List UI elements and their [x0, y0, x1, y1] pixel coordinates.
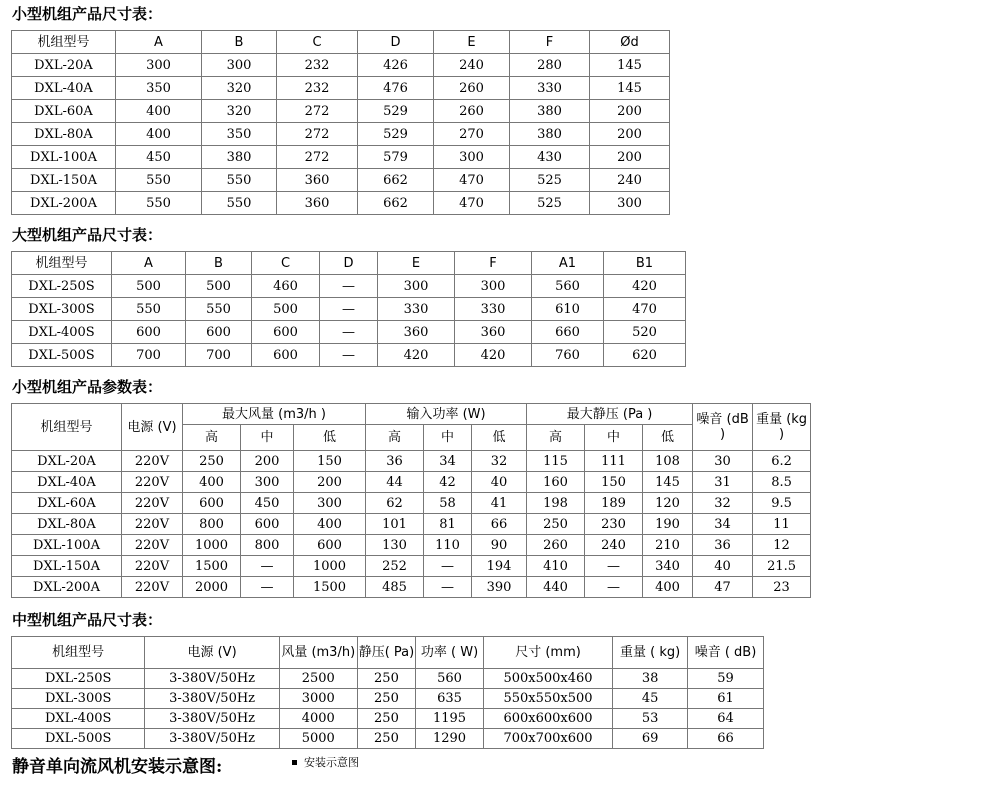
- value-cell: 1000: [183, 535, 241, 556]
- value-cell: 500: [112, 275, 186, 298]
- value-cell: 525: [510, 169, 590, 192]
- value-cell: 145: [643, 472, 693, 493]
- column-header: 重量 ( kg): [613, 637, 688, 669]
- value-cell: 700x700x600: [483, 729, 612, 749]
- value-cell: 6.2: [753, 451, 811, 472]
- table-row: [12, 123, 670, 146]
- value-cell: 800: [183, 514, 241, 535]
- table-row: [12, 298, 686, 321]
- value-cell: 3-380V/50Hz: [145, 669, 279, 689]
- medium-size-table-heading: 中型机组产品尺寸表：: [12, 611, 163, 629]
- column-header: A: [112, 252, 186, 275]
- value-cell: 300: [116, 54, 202, 77]
- header-weight: 重量 (kg ): [753, 404, 811, 451]
- table-row: [12, 275, 686, 298]
- value-cell: —: [241, 556, 294, 577]
- value-cell: 390: [472, 577, 527, 598]
- value-cell: 240: [585, 535, 643, 556]
- value-cell: 470: [434, 192, 510, 215]
- install-diagram-heading: 静音单向流风机安装示意图:: [12, 757, 223, 777]
- model-cell: DXL-400S: [12, 709, 145, 729]
- value-cell: 198: [527, 493, 585, 514]
- value-cell: 430: [510, 146, 590, 169]
- value-cell: 330: [378, 298, 455, 321]
- install-diagram-image-placeholder: [292, 754, 359, 770]
- value-cell: 525: [510, 192, 590, 215]
- model-cell: DXL-60A: [12, 100, 116, 123]
- column-header: F: [510, 31, 590, 54]
- value-cell: 90: [472, 535, 527, 556]
- value-cell: 250: [357, 689, 415, 709]
- column-header: A1: [532, 252, 604, 275]
- table-row: [12, 192, 670, 215]
- model-cell: DXL-80A: [12, 514, 122, 535]
- value-cell: 189: [585, 493, 643, 514]
- model-cell: DXL-250S: [12, 275, 112, 298]
- value-cell: 260: [434, 77, 510, 100]
- header-airflow-high: 高: [183, 425, 241, 451]
- value-cell: 600: [252, 321, 320, 344]
- column-header: 电源 (V): [145, 637, 279, 669]
- value-cell: 330: [455, 298, 532, 321]
- column-header: D: [358, 31, 434, 54]
- value-cell: 350: [202, 123, 277, 146]
- table-row: [12, 344, 686, 367]
- value-cell: 600x600x600: [483, 709, 612, 729]
- value-cell: 42: [424, 472, 472, 493]
- value-cell: 32: [472, 451, 527, 472]
- value-cell: 272: [277, 100, 358, 123]
- value-cell: 62: [366, 493, 424, 514]
- value-cell: 600: [294, 535, 366, 556]
- value-cell: 560: [416, 669, 484, 689]
- value-cell: 150: [585, 472, 643, 493]
- table-row: [12, 54, 670, 77]
- value-cell: 360: [455, 321, 532, 344]
- value-cell: 500: [186, 275, 252, 298]
- table-row: [12, 729, 764, 749]
- value-cell: 36: [366, 451, 424, 472]
- value-cell: 550x550x500: [483, 689, 612, 709]
- value-cell: 232: [277, 77, 358, 100]
- value-cell: 550: [116, 169, 202, 192]
- value-cell: 230: [585, 514, 643, 535]
- value-cell: 470: [434, 169, 510, 192]
- value-cell: 250: [357, 709, 415, 729]
- header-power-mid: 中: [424, 425, 472, 451]
- table-row: [12, 146, 670, 169]
- model-cell: DXL-80A: [12, 123, 116, 146]
- value-cell: 300: [590, 192, 670, 215]
- value-cell: 600: [252, 344, 320, 367]
- value-cell: 220V: [122, 535, 183, 556]
- value-cell: —: [320, 321, 378, 344]
- value-cell: 450: [241, 493, 294, 514]
- header-max-static-pressure: 最大静压 (Pa ): [527, 404, 693, 425]
- value-cell: 34: [424, 451, 472, 472]
- value-cell: 12: [753, 535, 811, 556]
- value-cell: 550: [202, 192, 277, 215]
- column-header: E: [434, 31, 510, 54]
- large-size-table-heading: 大型机组产品尺寸表：: [12, 226, 163, 244]
- value-cell: 600: [241, 514, 294, 535]
- column-header: 风量 (m3/h): [279, 637, 357, 669]
- model-cell: DXL-200A: [12, 192, 116, 215]
- column-header: C: [252, 252, 320, 275]
- value-cell: 200: [590, 146, 670, 169]
- value-cell: 300: [241, 472, 294, 493]
- value-cell: 300: [455, 275, 532, 298]
- table-row: [12, 577, 811, 598]
- model-cell: DXL-250S: [12, 669, 145, 689]
- value-cell: 2000: [183, 577, 241, 598]
- value-cell: 300: [202, 54, 277, 77]
- value-cell: 500x500x460: [483, 669, 612, 689]
- value-cell: 32: [693, 493, 753, 514]
- value-cell: 4000: [279, 709, 357, 729]
- value-cell: 23: [753, 577, 811, 598]
- value-cell: —: [424, 556, 472, 577]
- column-header: Ød: [590, 31, 670, 54]
- value-cell: 400: [116, 123, 202, 146]
- value-cell: 3-380V/50Hz: [145, 709, 279, 729]
- value-cell: 69: [613, 729, 688, 749]
- value-cell: 1500: [294, 577, 366, 598]
- header-airflow-mid: 中: [241, 425, 294, 451]
- value-cell: 220V: [122, 577, 183, 598]
- header-noise: 噪音 (dB ): [693, 404, 753, 451]
- table-row: [12, 451, 811, 472]
- column-header: 静压( Pa): [357, 637, 415, 669]
- header-airflow-low: 低: [294, 425, 366, 451]
- value-cell: 470: [604, 298, 686, 321]
- value-cell: 1290: [416, 729, 484, 749]
- value-cell: 3-380V/50Hz: [145, 729, 279, 749]
- value-cell: 529: [358, 123, 434, 146]
- value-cell: 30: [693, 451, 753, 472]
- column-header: B: [186, 252, 252, 275]
- value-cell: 145: [590, 77, 670, 100]
- value-cell: 272: [277, 146, 358, 169]
- value-cell: 3000: [279, 689, 357, 709]
- value-cell: 380: [510, 100, 590, 123]
- value-cell: 232: [277, 54, 358, 77]
- column-header: E: [378, 252, 455, 275]
- value-cell: 520: [604, 321, 686, 344]
- column-header: B: [202, 31, 277, 54]
- medium-size-table: [11, 636, 764, 749]
- value-cell: 53: [613, 709, 688, 729]
- value-cell: 11: [753, 514, 811, 535]
- value-cell: 485: [366, 577, 424, 598]
- value-cell: 260: [527, 535, 585, 556]
- column-header: 功率 ( W): [416, 637, 484, 669]
- value-cell: 360: [378, 321, 455, 344]
- model-cell: DXL-500S: [12, 344, 112, 367]
- value-cell: 200: [294, 472, 366, 493]
- value-cell: 380: [510, 123, 590, 146]
- table-row: [12, 472, 811, 493]
- table-row: [12, 514, 811, 535]
- value-cell: 101: [366, 514, 424, 535]
- value-cell: 400: [643, 577, 693, 598]
- value-cell: 529: [358, 100, 434, 123]
- model-cell: DXL-150A: [12, 169, 116, 192]
- value-cell: 550: [112, 298, 186, 321]
- value-cell: 66: [472, 514, 527, 535]
- value-cell: 220V: [122, 451, 183, 472]
- value-cell: 110: [424, 535, 472, 556]
- value-cell: 300: [434, 146, 510, 169]
- value-cell: —: [585, 556, 643, 577]
- value-cell: 800: [241, 535, 294, 556]
- value-cell: 220V: [122, 472, 183, 493]
- value-cell: 190: [643, 514, 693, 535]
- value-cell: 420: [604, 275, 686, 298]
- table-row: [12, 321, 686, 344]
- value-cell: 380: [202, 146, 277, 169]
- value-cell: 58: [424, 493, 472, 514]
- table-row: [12, 689, 764, 709]
- value-cell: 550: [116, 192, 202, 215]
- header-static-high: 高: [527, 425, 585, 451]
- table-row: [12, 169, 670, 192]
- column-header: B1: [604, 252, 686, 275]
- value-cell: 250: [527, 514, 585, 535]
- value-cell: 760: [532, 344, 604, 367]
- column-header: A: [116, 31, 202, 54]
- model-cell: DXL-60A: [12, 493, 122, 514]
- value-cell: 220V: [122, 514, 183, 535]
- value-cell: 36: [693, 535, 753, 556]
- value-cell: 620: [604, 344, 686, 367]
- value-cell: —: [320, 298, 378, 321]
- value-cell: 64: [688, 709, 764, 729]
- value-cell: 160: [527, 472, 585, 493]
- value-cell: 3-380V/50Hz: [145, 689, 279, 709]
- table-row: [12, 556, 811, 577]
- value-cell: 260: [434, 100, 510, 123]
- model-cell: DXL-400S: [12, 321, 112, 344]
- value-cell: 420: [455, 344, 532, 367]
- value-cell: 340: [643, 556, 693, 577]
- value-cell: 21.5: [753, 556, 811, 577]
- value-cell: 34: [693, 514, 753, 535]
- value-cell: 150: [294, 451, 366, 472]
- model-cell: DXL-40A: [12, 472, 122, 493]
- column-header: F: [455, 252, 532, 275]
- value-cell: 450: [116, 146, 202, 169]
- value-cell: 115: [527, 451, 585, 472]
- header-power-supply: 电源 (V): [122, 404, 183, 451]
- value-cell: 320: [202, 77, 277, 100]
- value-cell: 200: [241, 451, 294, 472]
- value-cell: 8.5: [753, 472, 811, 493]
- value-cell: 38: [613, 669, 688, 689]
- value-cell: 635: [416, 689, 484, 709]
- column-header: 机组型号: [12, 31, 116, 54]
- value-cell: 220V: [122, 556, 183, 577]
- value-cell: 350: [116, 77, 202, 100]
- value-cell: 360: [277, 192, 358, 215]
- value-cell: 5000: [279, 729, 357, 749]
- value-cell: 45: [613, 689, 688, 709]
- small-size-table: [11, 30, 670, 215]
- value-cell: 610: [532, 298, 604, 321]
- value-cell: 220V: [122, 493, 183, 514]
- model-cell: DXL-300S: [12, 298, 112, 321]
- value-cell: 145: [590, 54, 670, 77]
- value-cell: 700: [112, 344, 186, 367]
- small-params-table: [11, 403, 811, 598]
- value-cell: 1195: [416, 709, 484, 729]
- value-cell: 31: [693, 472, 753, 493]
- header-max-airflow: 最大风量 (m3/h ): [183, 404, 366, 425]
- value-cell: 194: [472, 556, 527, 577]
- header-static-low: 低: [643, 425, 693, 451]
- value-cell: 460: [252, 275, 320, 298]
- value-cell: 1000: [294, 556, 366, 577]
- value-cell: 426: [358, 54, 434, 77]
- value-cell: 47: [693, 577, 753, 598]
- value-cell: 240: [434, 54, 510, 77]
- value-cell: 320: [202, 100, 277, 123]
- value-cell: 250: [357, 729, 415, 749]
- value-cell: 61: [688, 689, 764, 709]
- value-cell: 579: [358, 146, 434, 169]
- large-size-table: [11, 251, 686, 367]
- value-cell: 120: [643, 493, 693, 514]
- value-cell: 270: [434, 123, 510, 146]
- value-cell: 59: [688, 669, 764, 689]
- value-cell: 272: [277, 123, 358, 146]
- value-cell: 560: [532, 275, 604, 298]
- value-cell: 240: [590, 169, 670, 192]
- value-cell: 1500: [183, 556, 241, 577]
- broken-image-icon: [292, 760, 297, 765]
- value-cell: 44: [366, 472, 424, 493]
- table-row: [12, 100, 670, 123]
- value-cell: 41: [472, 493, 527, 514]
- value-cell: 550: [186, 298, 252, 321]
- model-cell: DXL-20A: [12, 451, 122, 472]
- model-cell: DXL-500S: [12, 729, 145, 749]
- value-cell: —: [585, 577, 643, 598]
- value-cell: 400: [294, 514, 366, 535]
- table-row: [12, 709, 764, 729]
- column-header: 噪音 ( dB): [688, 637, 764, 669]
- header-power-low: 低: [472, 425, 527, 451]
- value-cell: 111: [585, 451, 643, 472]
- column-header: 机组型号: [12, 637, 145, 669]
- column-header: 机组型号: [12, 252, 112, 275]
- value-cell: 410: [527, 556, 585, 577]
- value-cell: 420: [378, 344, 455, 367]
- value-cell: —: [320, 275, 378, 298]
- value-cell: 250: [183, 451, 241, 472]
- install-diagram-alt-text: 安装示意图: [304, 756, 359, 769]
- table-row: [12, 493, 811, 514]
- value-cell: 9.5: [753, 493, 811, 514]
- table-row: [12, 669, 764, 689]
- value-cell: 700: [186, 344, 252, 367]
- model-cell: DXL-40A: [12, 77, 116, 100]
- value-cell: 400: [183, 472, 241, 493]
- value-cell: 200: [590, 100, 670, 123]
- column-header: D: [320, 252, 378, 275]
- value-cell: 250: [357, 669, 415, 689]
- value-cell: 252: [366, 556, 424, 577]
- model-cell: DXL-20A: [12, 54, 116, 77]
- value-cell: 660: [532, 321, 604, 344]
- small-size-table-heading: 小型机组产品尺寸表：: [12, 5, 163, 23]
- table-row: [12, 535, 811, 556]
- value-cell: 600: [183, 493, 241, 514]
- value-cell: 662: [358, 192, 434, 215]
- value-cell: 330: [510, 77, 590, 100]
- value-cell: 40: [472, 472, 527, 493]
- value-cell: 360: [277, 169, 358, 192]
- value-cell: —: [424, 577, 472, 598]
- model-cell: DXL-150A: [12, 556, 122, 577]
- value-cell: —: [241, 577, 294, 598]
- column-header: C: [277, 31, 358, 54]
- model-cell: DXL-100A: [12, 146, 116, 169]
- small-params-table-heading: 小型机组产品参数表：: [12, 378, 163, 396]
- value-cell: 210: [643, 535, 693, 556]
- value-cell: 2500: [279, 669, 357, 689]
- table-row: [12, 77, 670, 100]
- column-header: 尺寸 (mm): [483, 637, 612, 669]
- value-cell: 40: [693, 556, 753, 577]
- value-cell: —: [320, 344, 378, 367]
- value-cell: 600: [112, 321, 186, 344]
- header-model: 机组型号: [12, 404, 122, 451]
- value-cell: 400: [116, 100, 202, 123]
- header-power-high: 高: [366, 425, 424, 451]
- model-cell: DXL-300S: [12, 689, 145, 709]
- model-cell: DXL-200A: [12, 577, 122, 598]
- header-input-power: 输入功率 (W): [366, 404, 527, 425]
- value-cell: 440: [527, 577, 585, 598]
- header-static-mid: 中: [585, 425, 643, 451]
- value-cell: 600: [186, 321, 252, 344]
- value-cell: 280: [510, 54, 590, 77]
- value-cell: 662: [358, 169, 434, 192]
- value-cell: 300: [294, 493, 366, 514]
- value-cell: 500: [252, 298, 320, 321]
- model-cell: DXL-100A: [12, 535, 122, 556]
- value-cell: 66: [688, 729, 764, 749]
- value-cell: 550: [202, 169, 277, 192]
- value-cell: 81: [424, 514, 472, 535]
- value-cell: 300: [378, 275, 455, 298]
- value-cell: 200: [590, 123, 670, 146]
- value-cell: 476: [358, 77, 434, 100]
- value-cell: 130: [366, 535, 424, 556]
- value-cell: 108: [643, 451, 693, 472]
